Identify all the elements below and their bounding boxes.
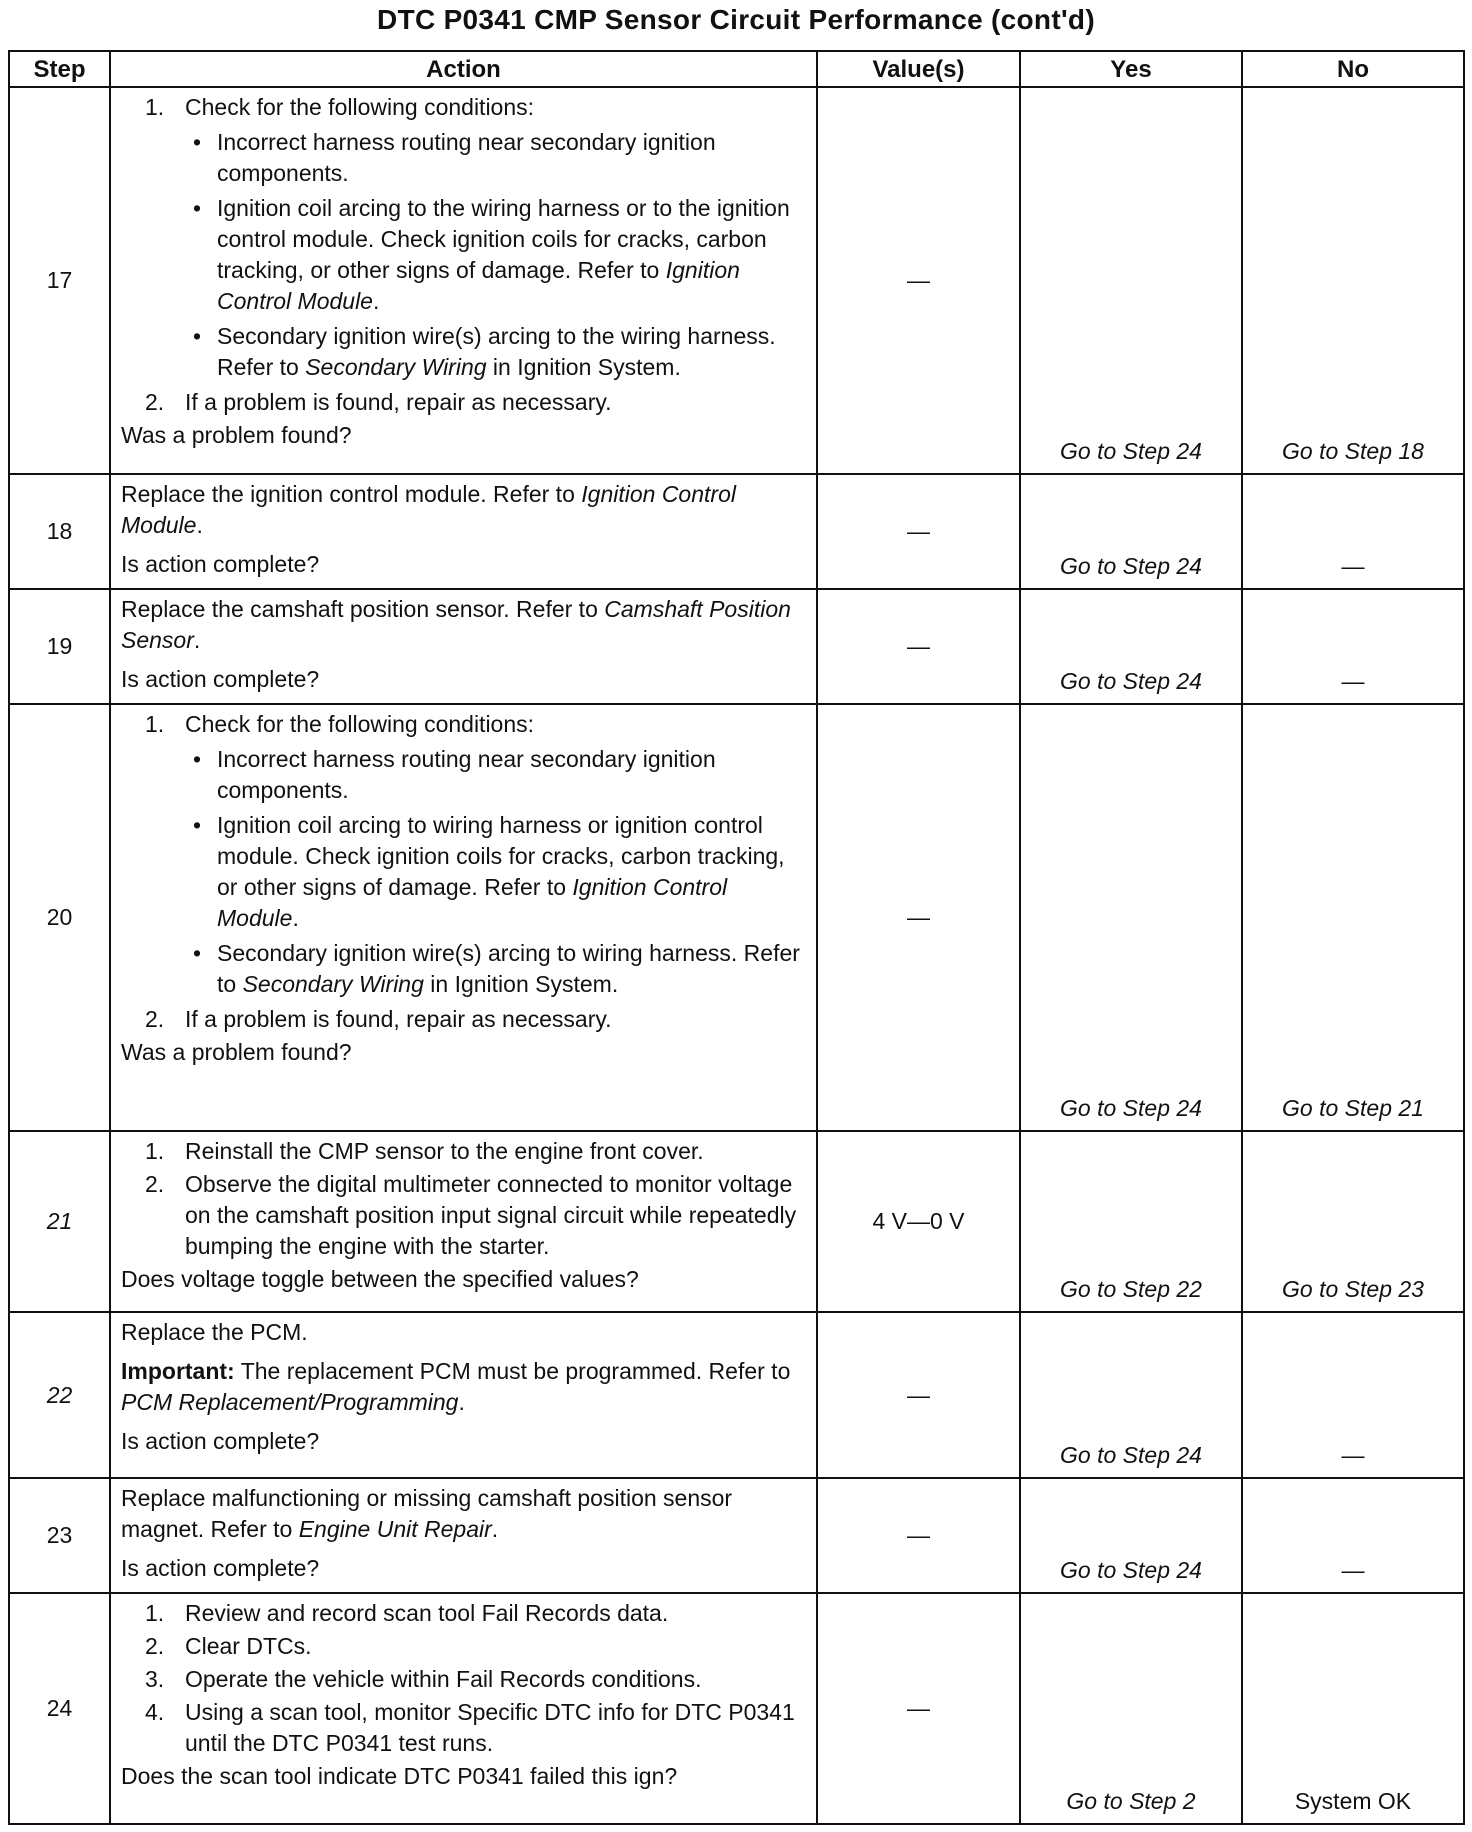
yes-cell: Go to Step 24	[1020, 1312, 1242, 1478]
yes-cell: Go to Step 2	[1020, 1593, 1242, 1824]
bullet-icon: •	[193, 811, 202, 838]
list-item: 1. Review and record scan tool Fail Records data.	[145, 1599, 669, 1626]
step-number: 19	[9, 589, 110, 704]
bullet-icon: •	[193, 195, 202, 221]
bullet-icon: •	[193, 939, 202, 966]
action-cell	[110, 1593, 817, 1824]
bullet-item: • Ignition coil arcing to the wiring harness or to the ignition control module. Check ignition coils for cracks, carbon tracking, or other signs of damage. Refer to Ignition Control Module.	[193, 195, 790, 314]
action-cell	[110, 87, 817, 474]
header-action: Action	[110, 51, 817, 87]
bullet-item: • Incorrect harness routing near secondary ignition components.	[193, 745, 716, 803]
no-cell: Go to Step 21	[1242, 704, 1464, 1132]
step-number: 20	[9, 704, 110, 1132]
table-row	[9, 1312, 1464, 1478]
list-item: 1. Check for the following conditions:	[145, 710, 535, 737]
question-text: Does the scan tool indicate DTC P0341 failed this ign?	[121, 1762, 678, 1789]
value-cell: —	[817, 1312, 1020, 1478]
table-row	[9, 589, 1464, 704]
no-cell: —	[1242, 474, 1464, 589]
header-yes: Yes	[1020, 51, 1242, 87]
yes-cell: Go to Step 24	[1020, 474, 1242, 589]
yes-cell: Go to Step 22	[1020, 1131, 1242, 1311]
bullet-item: • Secondary ignition wire(s) arcing to the wiring harness. Refer to Secondary Wiring in Ignition System.	[193, 323, 776, 380]
action-cell: Replace the ignition control module. Refer to Ignition Control Module. Is action complete?	[110, 474, 817, 589]
step-number: 21	[9, 1131, 110, 1311]
header-step: Step	[9, 51, 110, 87]
reference-link[interactable]: Ignition Control Module	[217, 257, 740, 314]
no-cell: —	[1242, 1478, 1464, 1593]
no-cell: —	[1242, 1312, 1464, 1478]
value-cell: —	[817, 589, 1020, 704]
reference-link[interactable]: Camshaft Position Sensor	[121, 595, 791, 653]
question-text: Is action complete?	[121, 1555, 320, 1582]
value-cell: —	[817, 1478, 1020, 1593]
step-number: 18	[9, 474, 110, 589]
list-item: 2. If a problem is found, repair as necessary.	[145, 1005, 612, 1032]
diagnostic-table	[8, 50, 1465, 1825]
list-item: 1. Check for the following conditions:	[145, 94, 535, 120]
reference-link[interactable]: Secondary Wiring	[305, 354, 487, 380]
question-text: Does voltage toggle between the specified values?	[121, 1266, 639, 1293]
table-row	[9, 704, 1464, 1132]
list-item: 4. Using a scan tool, monitor Specific DTC info for DTC P0341 until the DTC P0341 test runs.	[145, 1698, 795, 1756]
question-text: Is action complete?	[121, 665, 320, 692]
table-row	[9, 1478, 1464, 1593]
header-row	[9, 51, 1464, 87]
reference-link[interactable]: Ignition Control Module	[121, 481, 736, 539]
list-item: 2. Clear DTCs.	[145, 1632, 312, 1659]
bullet-icon: •	[193, 323, 202, 349]
list-item: 1. Reinstall the CMP sensor to the engine front cover.	[145, 1138, 704, 1165]
reference-link[interactable]: Engine Unit Repair	[298, 1516, 492, 1543]
no-cell: Go to Step 23	[1242, 1131, 1464, 1311]
action-cell	[110, 1131, 817, 1311]
question-text: Was a problem found?	[121, 1038, 352, 1065]
question-text: Was a problem found?	[121, 422, 352, 448]
bullet-item: • Secondary ignition wire(s) arcing to wiring harness. Refer to Secondary Wiring in Ignition System.	[193, 939, 800, 997]
header-values: Value(s)	[817, 51, 1020, 87]
yes-cell: Go to Step 24	[1020, 589, 1242, 704]
step-number: 22	[9, 1312, 110, 1478]
table-row	[9, 87, 1464, 474]
bullet-item: • Ignition coil arcing to wiring harness or ignition control module. Check ignition coils for cracks, carbon tracking, or other signs of damage. Refer to Ignition Control Module.	[193, 811, 785, 931]
bullet-icon: •	[193, 129, 202, 155]
table-row	[9, 1593, 1464, 1824]
header-no: No	[1242, 51, 1464, 87]
value-cell: —	[817, 704, 1020, 1132]
bullet-item: • Incorrect harness routing near secondary ignition components.	[193, 129, 716, 186]
step-number: 24	[9, 1593, 110, 1824]
no-cell: System OK	[1242, 1593, 1464, 1824]
reference-link[interactable]: PCM Replacement/Programming	[121, 1388, 459, 1415]
question-text: Is action complete?	[121, 551, 320, 578]
page-title: DTC P0341 CMP Sensor Circuit Performance (cont'd)	[377, 4, 1095, 35]
table-row	[9, 474, 1464, 589]
value-cell: —	[817, 1593, 1020, 1824]
action-cell: Replace the camshaft position sensor. Refer to Camshaft Position Sensor. Is action complete?	[110, 589, 817, 704]
step-number: 23	[9, 1478, 110, 1593]
reference-link[interactable]: Secondary Wiring	[242, 970, 424, 997]
list-item: 3. Operate the vehicle within Fail Records conditions.	[145, 1665, 702, 1692]
action-cell	[110, 704, 817, 1132]
action-cell: Replace malfunctioning or missing camshaft position sensor magnet. Refer to Engine Unit Repair. Is action complete?	[110, 1478, 817, 1593]
no-cell: —	[1242, 589, 1464, 704]
bullet-icon: •	[193, 745, 202, 772]
value-cell: —	[817, 87, 1020, 474]
question-text: Is action complete?	[121, 1427, 320, 1454]
value-cell: 4 V—0 V	[817, 1131, 1020, 1311]
table-row	[9, 1131, 1464, 1311]
no-cell: Go to Step 18	[1242, 87, 1464, 474]
reference-link[interactable]: Ignition Control Module	[217, 873, 728, 931]
list-item: 2. Observe the digital multimeter connected to monitor voltage on the camshaft position input signal circuit while repeatedly bumping the engine with the starter.	[145, 1171, 797, 1260]
yes-cell: Go to Step 24	[1020, 1478, 1242, 1593]
yes-cell: Go to Step 24	[1020, 704, 1242, 1132]
important-note: Important: The replacement PCM must be programmed. Refer to PCM Replacement/Programming.	[121, 1357, 791, 1415]
step-number: 17	[9, 87, 110, 474]
list-item: 2. If a problem is found, repair as necessary.	[145, 389, 612, 415]
value-cell: —	[817, 474, 1020, 589]
yes-cell: Go to Step 24	[1020, 87, 1242, 474]
action-cell: Replace the PCM. Important: The replacement PCM must be programmed. Refer to PCM Replacement/Programming. Is action complete?	[110, 1312, 817, 1478]
